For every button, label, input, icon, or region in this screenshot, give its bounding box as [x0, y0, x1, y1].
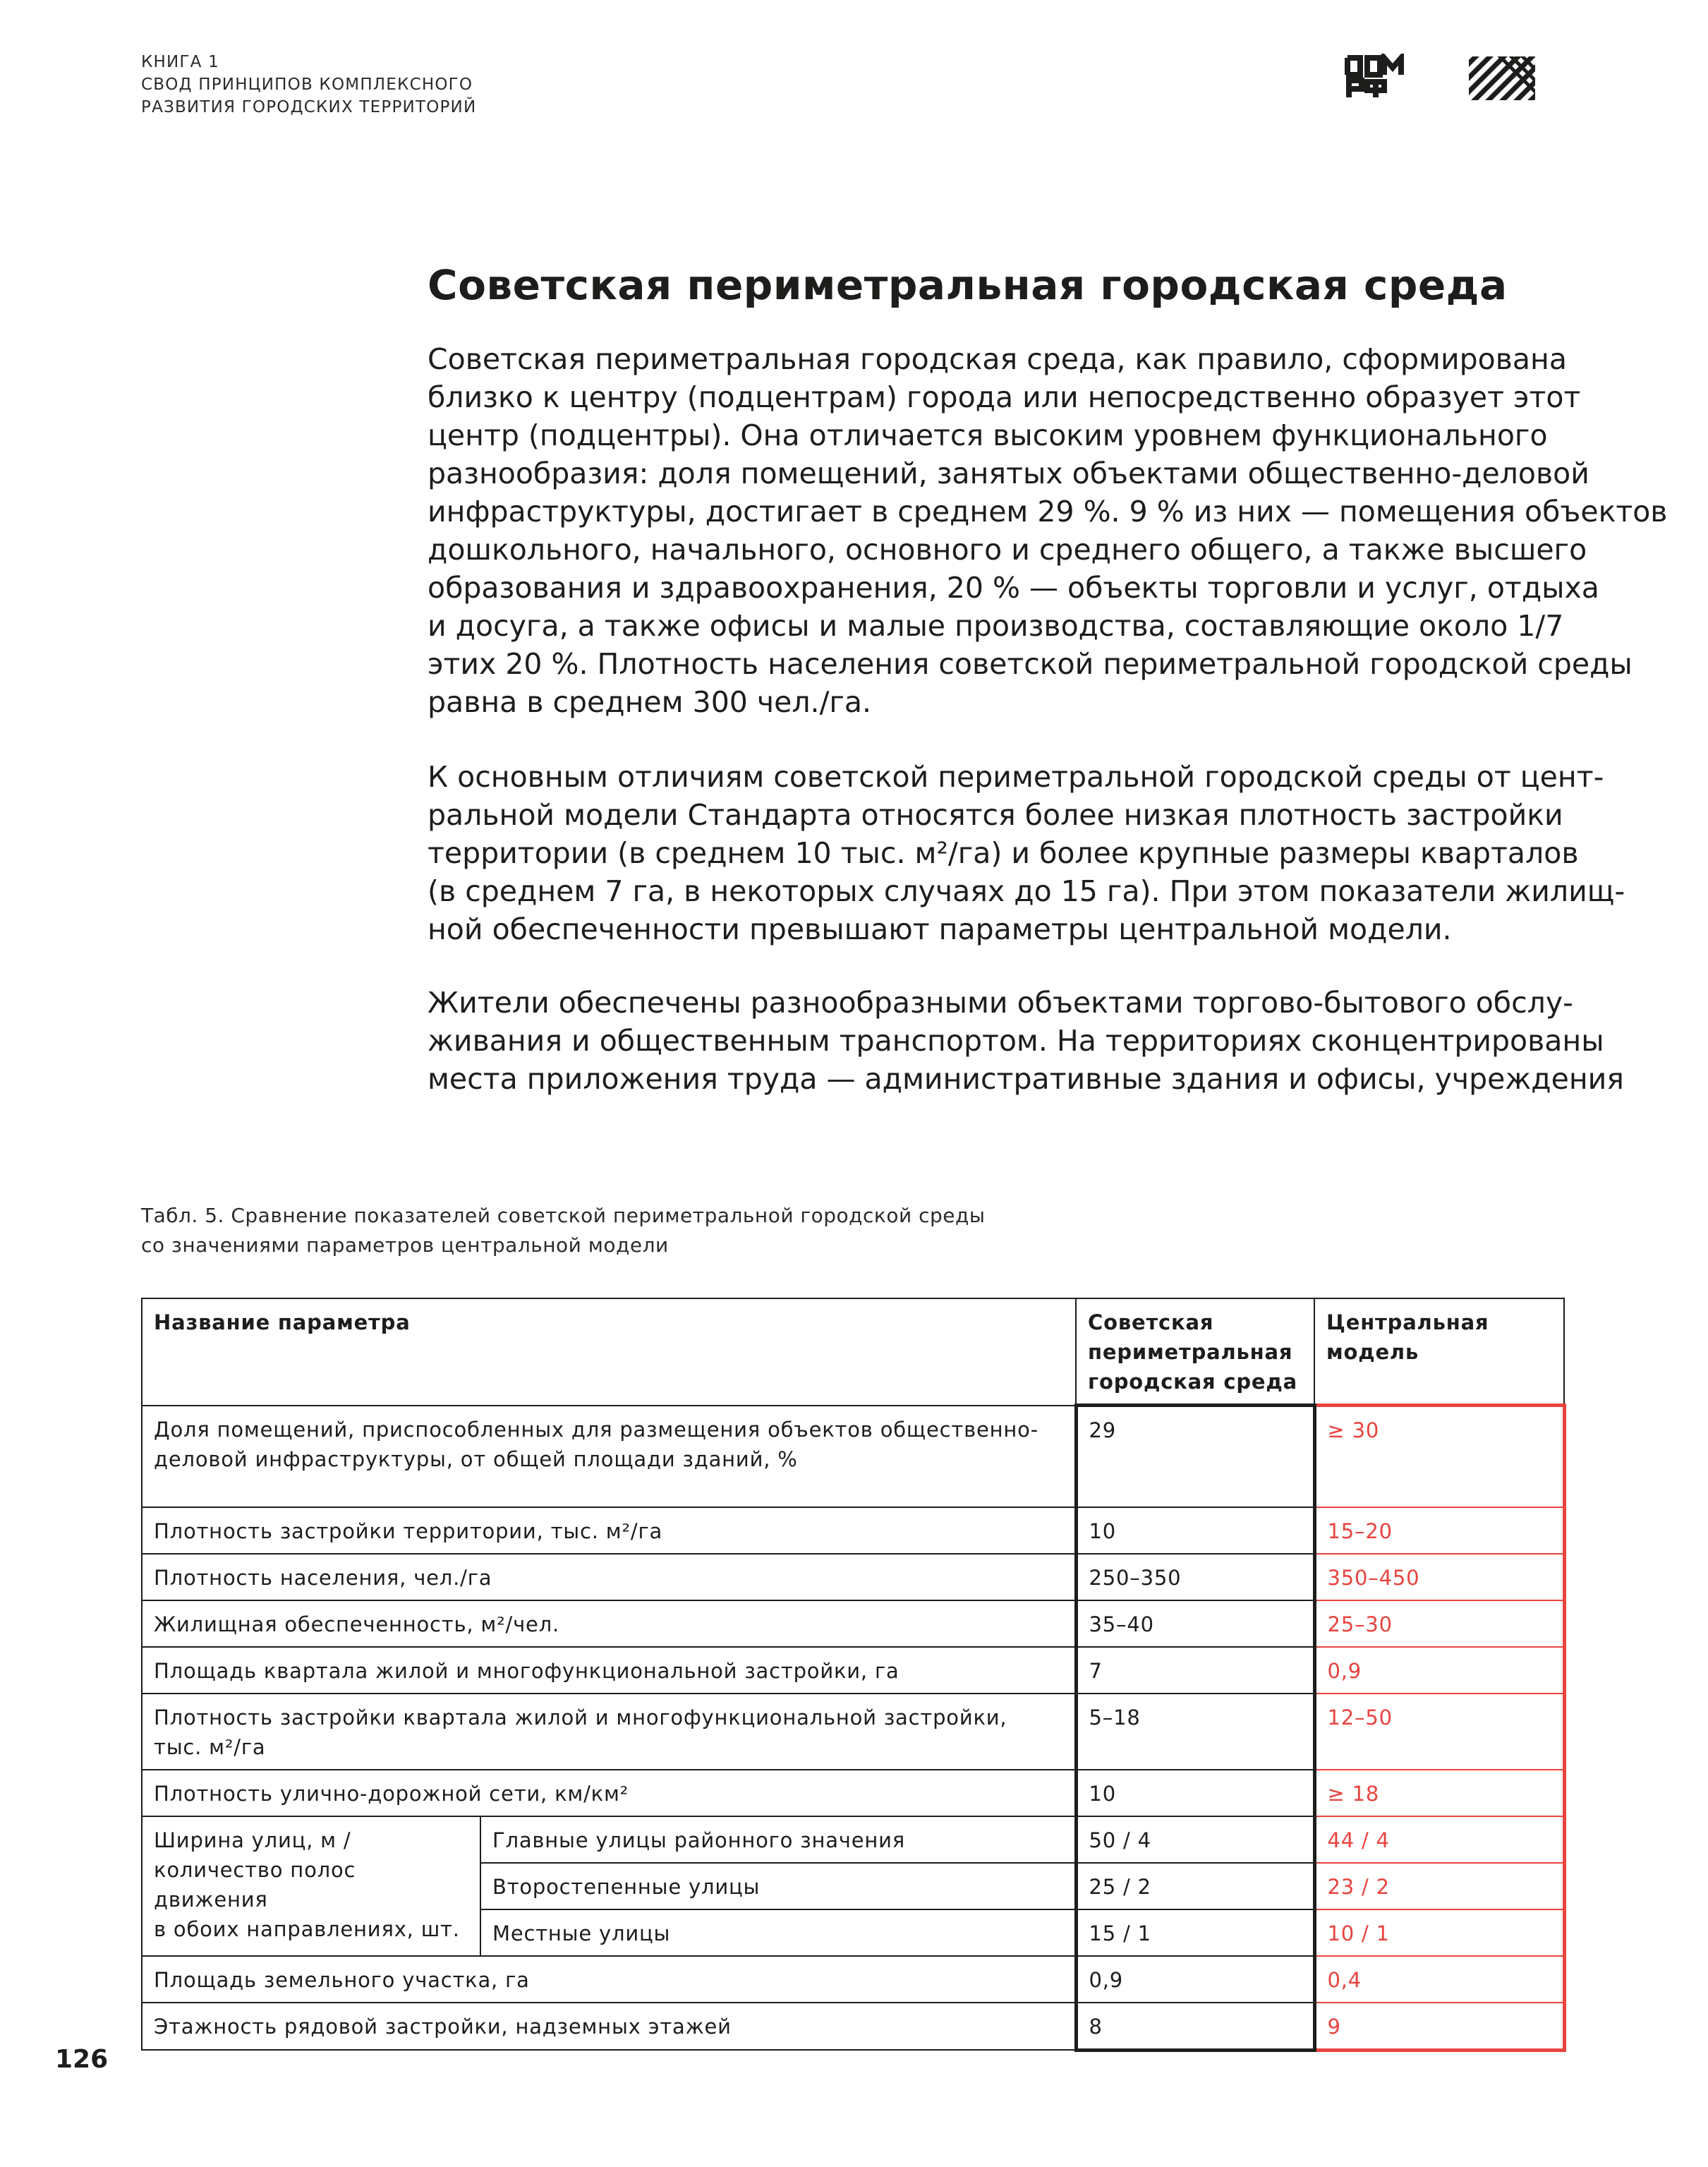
param-cell: Жилищная обеспеченность, м²/чел. — [142, 1600, 1076, 1647]
table-row — [142, 1507, 1564, 1554]
soviet-value: 8 — [1076, 2003, 1314, 2051]
soviet-value: 35–40 — [1076, 1600, 1314, 1647]
param-cell: Доля помещений, приспособленных для размещения объектов общественно- деловой инфраструктуры, от общей площади зданий, % — [142, 1406, 1076, 1507]
param-cell: Плотность застройки территории, тыс. м²/га — [142, 1507, 1076, 1554]
section-title: Советская периметральная городская среда — [428, 261, 1508, 309]
streets-group-cell: Ширина улиц, м / количество полос движения в обоих направлениях, шт. — [142, 1816, 480, 1956]
table-row — [142, 2003, 1564, 2051]
text-line: (в среднем 7 га, в некоторых случаях до 15 га). При этом показатели жилищ- — [428, 874, 1625, 908]
text-line: и досуга, а также офисы и малые производства, составляющие около 1/7 — [428, 609, 1564, 643]
text-line: К основным отличиям советской периметральной городской среды от цент- — [428, 760, 1604, 794]
text-line: дошкольного, начального, основного и среднего общего, а также высшего — [428, 533, 1587, 567]
param-cell: Этажность рядовой застройки, надземных этажей — [142, 2003, 1076, 2051]
central-value: 350–450 — [1314, 1554, 1564, 1600]
table-row — [142, 1770, 1564, 1816]
text-line: центр (подцентры). Она отличается высоким уровнем функционального — [428, 418, 1548, 452]
caption-line: Табл. 5. Сравнение показателей советской периметральной городской среды — [141, 1204, 986, 1227]
paragraph-2 — [428, 758, 1625, 948]
header-soviet: Советская периметральная городская среда — [1076, 1298, 1314, 1406]
header-param: Название параметра — [142, 1298, 1076, 1406]
central-value: 23 / 2 — [1314, 1863, 1564, 1909]
central-value: 0,9 — [1314, 1647, 1564, 1694]
paragraph-1 — [428, 340, 1668, 721]
table-row — [142, 1694, 1564, 1770]
text-line: места приложения труда — административные здания и офисы, учреждения — [428, 1062, 1624, 1096]
dom-rf-logo — [1343, 54, 1404, 100]
param-cell: Плотность застройки квартала жилой и многофункциональной застройки, тыс. м²/га — [142, 1694, 1076, 1770]
table-row — [142, 1600, 1564, 1647]
comparison-table — [141, 1298, 1566, 2052]
central-value: 25–30 — [1314, 1600, 1564, 1647]
soviet-value: 10 — [1076, 1770, 1314, 1816]
soviet-value: 7 — [1076, 1647, 1314, 1694]
text-line: образования и здравоохранения, 20 % — объекты торговли и услуг, отдыха — [428, 571, 1599, 605]
header-central: Центральная модель — [1314, 1298, 1564, 1406]
central-value: 12–50 — [1314, 1694, 1564, 1770]
soviet-value: 15 / 1 — [1076, 1909, 1314, 1956]
soviet-value: 29 — [1076, 1406, 1314, 1507]
table-row — [142, 1406, 1564, 1507]
text-line: ной обеспеченности превышают параметры центральной модели. — [428, 912, 1452, 946]
caption-line: со значениями параметров центральной модели — [141, 1233, 669, 1257]
central-value: ≥ 18 — [1314, 1770, 1564, 1816]
text-line: территории (в среднем 10 тыс. м²/га) и более крупные размеры кварталов — [428, 836, 1579, 870]
table-row — [142, 1816, 1564, 1863]
soviet-value: 10 — [1076, 1507, 1314, 1554]
text-line: инфраструктуры, достигает в среднем 29 %. 9 % из них — помещения объектов — [428, 495, 1668, 529]
street-type-cell: Главные улицы районного значения — [480, 1816, 1076, 1863]
param-cell: Площадь земельного участка, га — [142, 1956, 1076, 2003]
page-number: 126 — [55, 2045, 109, 2074]
param-cell: Плотность населения, чел./га — [142, 1554, 1076, 1600]
text-line: равна в среднем 300 чел./га. — [428, 685, 872, 719]
param-cell: Плотность улично-дорожной сети, км/км² — [142, 1770, 1076, 1816]
text-line: живания и общественным транспортом. На территориях сконцентрированы — [428, 1024, 1604, 1058]
diagonal-pattern-logo — [1469, 56, 1535, 100]
header-line-1: КНИГА 1 — [141, 53, 219, 71]
text-line: этих 20 %. Плотность населения советской периметральной городской среды — [428, 647, 1633, 681]
text-line: близко к центру (подцентрам) города или непосредственно образует этот — [428, 380, 1581, 414]
table-row — [142, 1554, 1564, 1600]
header-line-2: СВОД ПРИНЦИПОВ КОМПЛЕКСНОГО — [141, 76, 473, 94]
running-header — [141, 51, 476, 119]
text-line: разнообразия: доля помещений, занятых объектами общественно-деловой — [428, 457, 1589, 490]
paragraph-3 — [428, 984, 1624, 1098]
table-row — [142, 1647, 1564, 1694]
central-value: 9 — [1314, 2003, 1564, 2051]
central-value: 0,4 — [1314, 1956, 1564, 2003]
central-value: 10 / 1 — [1314, 1909, 1564, 1956]
central-value: ≥ 30 — [1314, 1406, 1564, 1507]
soviet-value: 0,9 — [1076, 1956, 1314, 2003]
table-header-row — [142, 1298, 1564, 1406]
text-line: ральной модели Стандарта относятся более низкая плотность застройки — [428, 798, 1563, 832]
table-row — [142, 1956, 1564, 2003]
text-line: Советская периметральная городская среда, как правило, сформирована — [428, 342, 1567, 376]
table-caption — [141, 1201, 985, 1260]
soviet-value: 5–18 — [1076, 1694, 1314, 1770]
soviet-value: 25 / 2 — [1076, 1863, 1314, 1909]
soviet-value: 50 / 4 — [1076, 1816, 1314, 1863]
text-line: Жители обеспечены разнообразными объектами торгово-бытового обслу- — [428, 986, 1573, 1020]
param-cell: Площадь квартала жилой и многофункциональной застройки, га — [142, 1647, 1076, 1694]
central-value: 15–20 — [1314, 1507, 1564, 1554]
street-type-cell: Второстепенные улицы — [480, 1863, 1076, 1909]
street-type-cell: Местные улицы — [480, 1909, 1076, 1956]
soviet-value: 250–350 — [1076, 1554, 1314, 1600]
central-value: 44 / 4 — [1314, 1816, 1564, 1863]
header-line-3: РАЗВИТИЯ ГОРОДСКИХ ТЕРРИТОРИЙ — [141, 98, 477, 116]
